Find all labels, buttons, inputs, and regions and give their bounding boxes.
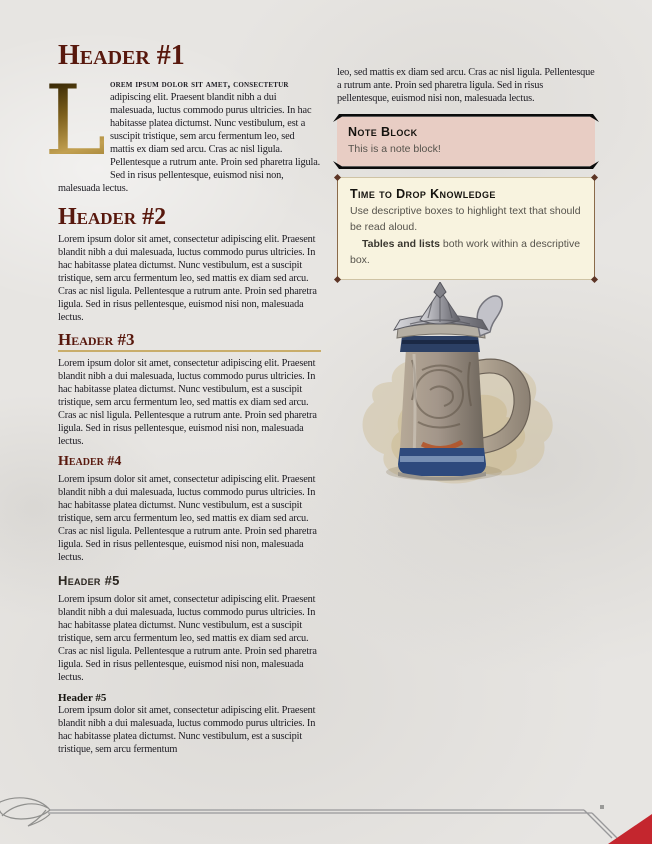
continuation-paragraph: leo, sed mattis ex diam sed arcu. Cras ac nisl ligula. Pellentesque a rutrum ante. Proin sed pharetra ligula. Sed in risus pellentesque, euismod nisi non, malesuada lectus.: [337, 67, 595, 104]
left-column: [44, 40, 321, 758]
corner-diamond-icon: [334, 174, 341, 181]
header-5-bold: Header #5: [58, 692, 107, 704]
header-1: Header #1: [58, 40, 185, 71]
right-column: [337, 66, 595, 280]
bold-lead-text: Tables and lists: [362, 238, 440, 250]
body-paragraph: Lorem ipsum dolor sit amet, consectetur adipiscing elit. Praesent blandit nibh a dui malesuada, luctus commodo purus ultricies. In hac habitasse platea dictumst. Nunc vestibulum, est a suscipit tristique, sem arcu fermentum leo, sed mattis ex diam sed arcu. Cras ac nisl ligula. Pellentesque a rutrum ante. Proin sed pharetra ligula. Sed in risus pellentesque, euismod nisi non, malesuada lectus.: [58, 474, 317, 563]
beer-stein-illustration: [344, 282, 560, 488]
truncated-paragraph: Lorem ipsum dolor sit amet, consectetur adipiscing elit. Praesent blandit nibh a dui malesuada, luctus commodo purus ultricies. In hac habitasse platea dictumst. Nunc vestibulum, est a suscipit tristique, sem arcu fermentum: [58, 705, 316, 755]
dropcap-rest-text: adipiscing elit. Praesent blandit nibh a dui malesuada, luctus commodo purus ultricies. In hac habitasse platea dictumst. Nunc vestibulum, est a suscipit tristique, sem arcu fermentum leo, sed mattis ex diam sed arcu. Cras ac nisl ligula. Pellentesque a rutrum ante. Proin sed pharetra ligula. Sed in risus pellentesque, euismod nisi non, malesuada lectus.: [58, 92, 321, 194]
corner-diamond-icon: [591, 174, 598, 181]
header-3: Header #3: [58, 331, 321, 352]
descriptive-block: [337, 177, 595, 280]
note-block-title: Note Block: [348, 125, 418, 139]
dropcap-paragraph: [44, 65, 321, 195]
header-5: Header #5: [58, 573, 120, 588]
beer-stein-image: [344, 282, 560, 488]
red-corner-triangle: [608, 814, 652, 844]
dropcap-lead-text: orem ipsum dolor sit amet, consectetur: [110, 79, 289, 90]
footer-flourish: [0, 792, 652, 844]
line2-rest-text: both work within a descriptive box.: [350, 238, 581, 266]
descriptive-block-title: Time to Drop Knowledge: [350, 187, 496, 201]
header-2: Header #2: [58, 204, 167, 230]
descriptive-block-line1: Use descriptive boxes to highlight text that should be read aloud.: [350, 205, 581, 233]
drop-cap-letter: L: [44, 65, 108, 177]
corner-diamond-icon: [334, 276, 341, 283]
body-paragraph: Lorem ipsum dolor sit amet, consectetur adipiscing elit. Praesent blandit nibh a dui malesuada, luctus commodo purus ultricies. In hac habitasse platea dictumst. Nunc vestibulum, est a suscipit tristique, sem arcu fermentum leo, sed mattis ex diam sed arcu. Cras ac nisl ligula. Pellentesque a rutrum ante. Proin sed pharetra ligula. Sed in risus pellentesque, euismod nisi non, malesuada lectus.: [58, 234, 317, 323]
note-border-top-decoration: [333, 114, 599, 122]
descriptive-block-line2: [350, 236, 582, 268]
body-paragraph: Lorem ipsum dolor sit amet, consectetur adipiscing elit. Praesent blandit nibh a dui malesuada, luctus commodo purus ultricies. In hac habitasse platea dictumst. Nunc vestibulum, est a suscipit tristique, sem arcu fermentum leo, sed mattis ex diam sed arcu. Cras ac nisl ligula. Pellentesque a rutrum ante. Proin sed pharetra ligula. Sed in risus pellentesque, euismod nisi non, malesuada lectus.: [58, 594, 317, 683]
note-border-bottom-decoration: [333, 161, 599, 169]
body-paragraph: Lorem ipsum dolor sit amet, consectetur adipiscing elit. Praesent blandit nibh a dui malesuada, luctus commodo purus ultricies. In hac habitasse platea dictumst. Nunc vestibulum, est a suscipit tristique, sem arcu fermentum leo, sed mattis ex diam sed arcu. Cras ac nisl ligula. Pellentesque a rutrum ante. Proin sed pharetra ligula. Sed in risus pellentesque, euismod nisi non, malesuada lectus.: [58, 358, 317, 447]
corner-diamond-icon: [591, 276, 598, 283]
leaf-flourish-icon: [0, 798, 50, 826]
note-block: [337, 117, 595, 166]
footer-dot: [600, 805, 604, 809]
note-block-body: This is a note block!: [348, 143, 441, 155]
header-4: Header #4: [58, 454, 122, 469]
